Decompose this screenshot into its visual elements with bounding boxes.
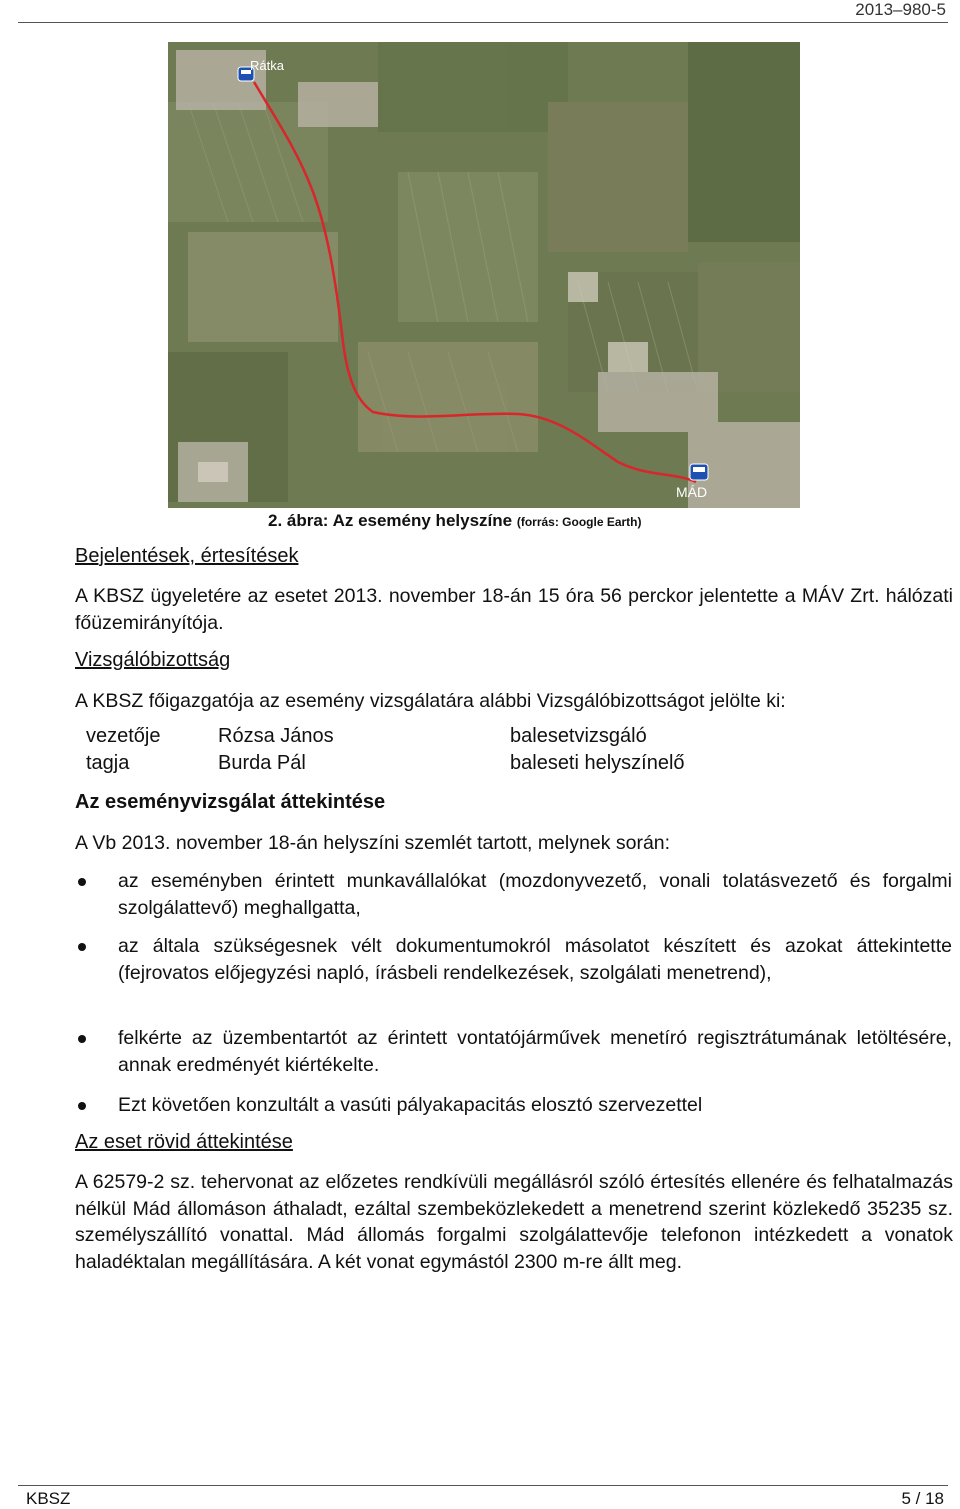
member-name: Rózsa János — [218, 725, 334, 747]
member-title: balesetvizsgáló — [510, 725, 647, 747]
train-station-icon-end — [690, 464, 708, 480]
map-label-end: MÁD — [676, 484, 708, 500]
bullet-dot — [78, 1035, 86, 1043]
document-code: 2013–980-5 — [855, 0, 946, 19]
bullet-dot — [78, 943, 86, 951]
notification-text: A KBSZ ügyeletére az esetet 2013. november 18-án 15 óra 56 perckor jelentette a MÁV Zrt. hálózati főüzemirányítója. — [75, 585, 953, 634]
figure-caption-title: 2. ábra: Az esemény helyszíne — [268, 511, 513, 530]
overview-bullet: az általa szükségesnek vélt dokumentumokról másolatot készített és azokat áttekintette (fejrovatos előjegyzési napló, írásbeli rendelkezések, szolgálati menetrend), — [118, 935, 952, 984]
heading-summary: Az eset rövid áttekintése — [75, 1131, 293, 1153]
member-title: baleseti helyszínelő — [510, 752, 685, 774]
header-rule — [18, 22, 948, 23]
footer-rule — [18, 1485, 948, 1486]
overview-bullet: Ezt követően konzultált a vasúti pályakapacitás elosztó szervezettel — [118, 1094, 703, 1116]
member-role: tagja — [86, 752, 130, 774]
overview-bullet: felkérte az üzembentartót az érintett vontatójárművek menetíró regisztrátumának letöltésére, annak eredményét kiértékelte. — [118, 1027, 952, 1076]
bullet-dot — [78, 1102, 86, 1110]
bullet-dot — [78, 878, 86, 886]
figure-caption-source: (forrás: Google Earth) — [516, 515, 642, 529]
member-name: Burda Pál — [218, 752, 306, 774]
committee-intro: A KBSZ főigazgatója az esemény vizsgálatára alábbi Vizsgálóbizottságot jelölte ki: — [75, 690, 786, 712]
heading-overview: Az eseményvizsgálat áttekintése — [75, 791, 386, 813]
figure-caption — [268, 511, 642, 531]
overview-intro: A Vb 2013. november 18-án helyszíni szemlét tartott, melynek során: — [75, 832, 671, 854]
footer-org: KBSZ — [26, 1489, 71, 1508]
summary-text: A 62579-2 sz. tehervonat az előzetes rendkívüli megállásról szóló értesítés ellenére és felhatalmazás nélkül Mád állomáson áthaladt, ezáltal szembeközlekedett a menetrend szerint közlekedő 35235 sz. személyszállító vonattal. Mád állomás forgalmi szolgálattevője telefonon intézkedett a vonatok haladéktalan megállítására. A két vonat egymástól 2300 m-re állt meg. — [75, 1171, 953, 1273]
member-role: vezetője — [86, 725, 161, 747]
satellite-map — [168, 42, 800, 508]
map-graphic — [168, 42, 800, 508]
heading-notification: Bejelentések, értesítések — [75, 545, 299, 567]
map-label-start: Rátka — [250, 58, 284, 73]
overview-bullet: az eseményben érintett munkavállalókat (mozdonyvezető, vonali tolatásvezető és forgalmi szolgálattevő) meghallgatta, — [118, 870, 952, 919]
heading-committee: Vizsgálóbizottság — [75, 649, 231, 671]
page-number: 5 / 18 — [901, 1489, 944, 1508]
